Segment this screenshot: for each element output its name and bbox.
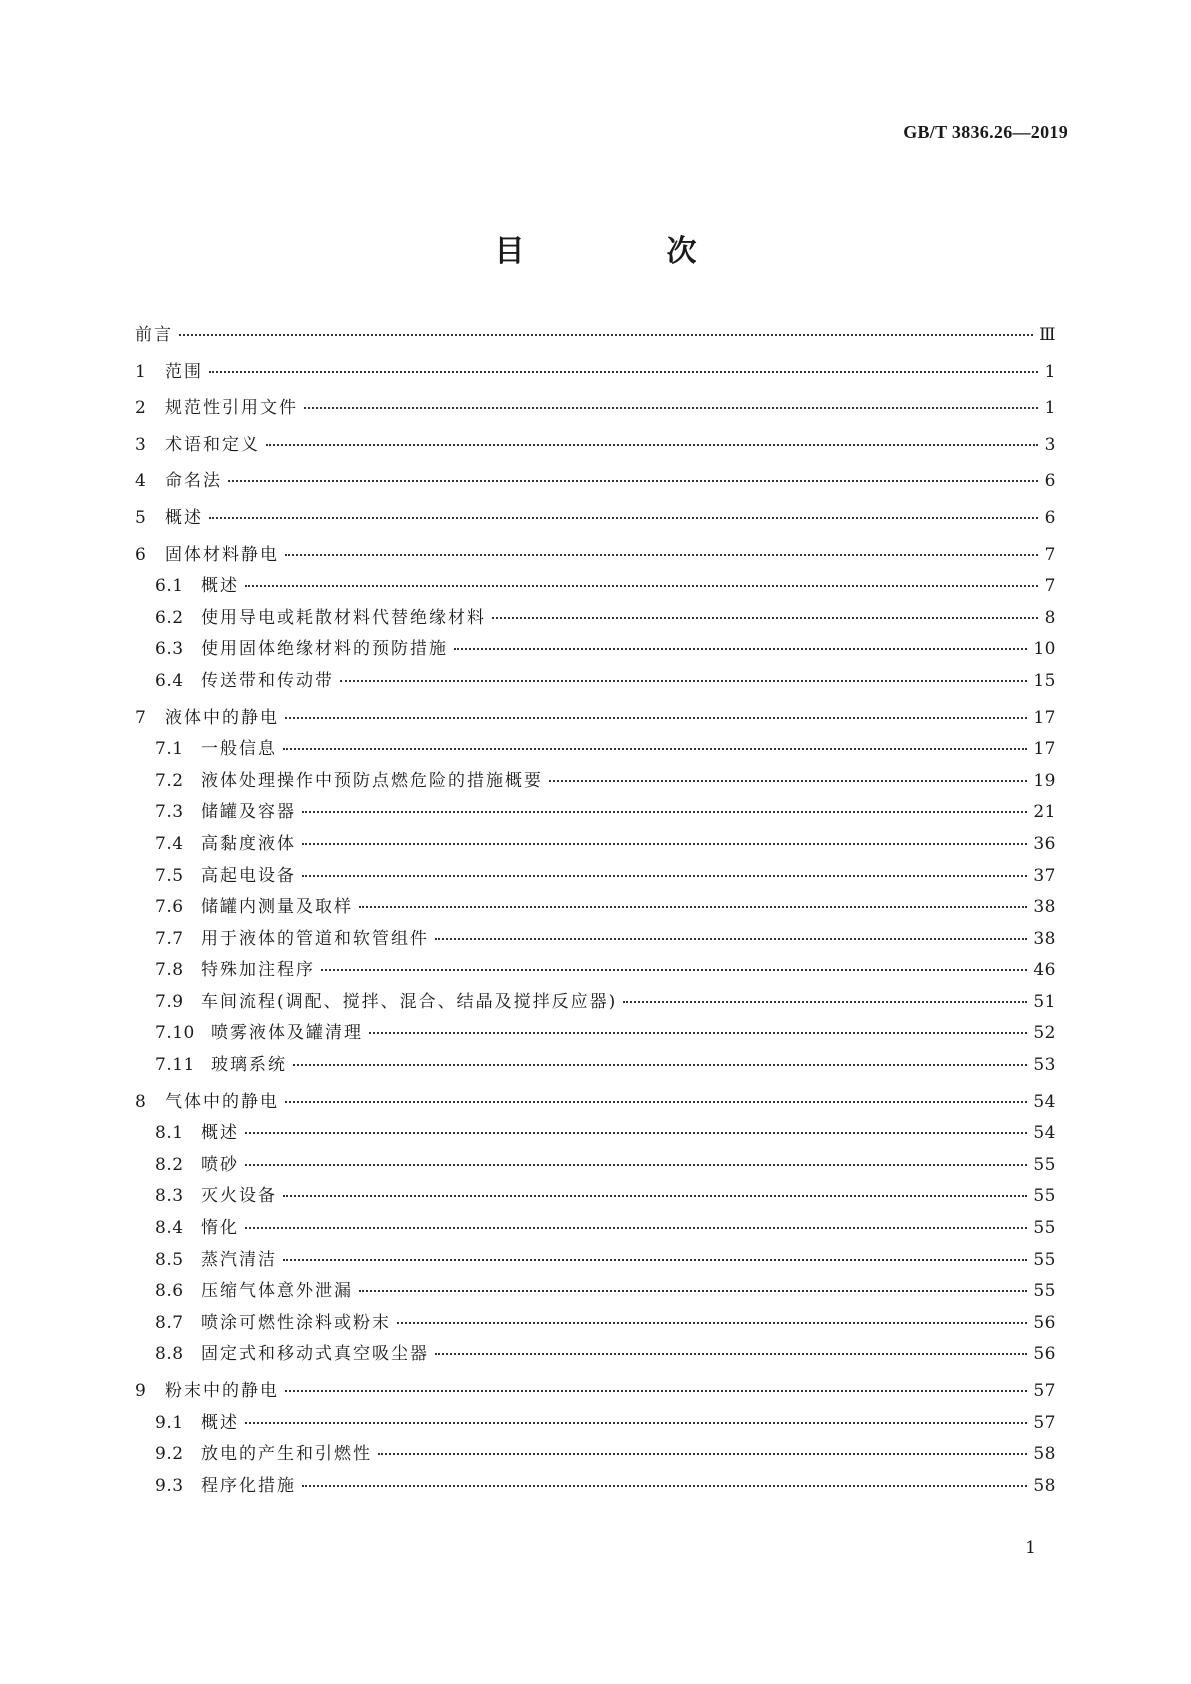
toc-leader-dots	[293, 1064, 1027, 1066]
toc-entry-number: 6.4	[155, 670, 184, 691]
toc-entry-page: 55	[1033, 1154, 1056, 1175]
toc-entry-label: 喷雾液体及罐清理	[211, 1023, 363, 1044]
toc-leader-dots	[623, 1001, 1027, 1003]
toc-entry-label: 灭火设备	[201, 1186, 277, 1207]
toc-entry[interactable]	[135, 398, 1056, 418]
toc-entry-label: 粉末中的静电	[165, 1381, 279, 1401]
toc-entry-label: 传送带和传动带	[201, 670, 334, 691]
toc-entry-label: 前言	[135, 325, 173, 345]
toc-entry-page: 8	[1044, 607, 1056, 628]
toc-leader-dots	[209, 371, 1038, 373]
toc-leader-dots	[283, 748, 1027, 750]
toc-entry-number: 8.7	[155, 1312, 184, 1333]
toc-leader-dots	[283, 1195, 1027, 1197]
toc-entry[interactable]	[135, 992, 1056, 1012]
toc-leader-dots	[435, 1353, 1027, 1355]
toc-entry-label: 喷涂可燃性涂料或粉末	[201, 1312, 391, 1333]
toc-leader-dots	[549, 780, 1027, 782]
toc-entry-page: 15	[1033, 670, 1056, 691]
toc-leader-dots	[454, 648, 1027, 650]
toc-entry-number: 9	[135, 1381, 147, 1401]
toc-entry-page: 21	[1033, 802, 1056, 823]
toc-entry-label: 喷砂	[201, 1154, 239, 1175]
toc-entry-label: 液体中的静电	[165, 707, 279, 728]
toc-entry-number: 1	[135, 361, 147, 382]
toc-entry-page: 37	[1033, 865, 1056, 886]
toc-entry[interactable]	[135, 545, 1056, 565]
toc-leader-dots	[179, 334, 1033, 336]
toc-entry-number: 8.6	[155, 1281, 184, 1302]
toc-entry[interactable]	[135, 325, 1056, 345]
toc-entry-page: 10	[1033, 639, 1056, 660]
toc-entry-page: 56	[1033, 1312, 1056, 1333]
toc-entry-label: 高起电设备	[201, 865, 296, 886]
toc-entry-page: 7	[1044, 576, 1056, 597]
toc-entry-number: 7.2	[155, 770, 184, 791]
toc-entry-label: 气体中的静电	[165, 1091, 279, 1112]
toc-entry-number: 7.9	[155, 991, 184, 1012]
toc-entry-label: 一般信息	[201, 739, 277, 760]
toc-entry[interactable]	[135, 1186, 1056, 1206]
toc-entry-number: 8.2	[155, 1154, 184, 1175]
toc-entry-label: 压缩气体意外泄漏	[201, 1281, 353, 1302]
toc-entry-label: 储罐内测量及取样	[201, 897, 353, 918]
toc-entry-label: 特殊加注程序	[201, 960, 315, 981]
toc-leader-dots	[378, 1453, 1027, 1455]
toc-entry-number: 8	[135, 1091, 147, 1112]
toc-entry[interactable]	[135, 771, 1056, 791]
toc-entry[interactable]	[135, 1344, 1056, 1364]
toc-entry-page: 57	[1033, 1381, 1056, 1401]
toc-entry-number: 9.3	[155, 1475, 184, 1496]
toc-entry-number: 3	[135, 434, 147, 455]
toc-leader-dots	[285, 1101, 1027, 1103]
toc-entry-number: 8.1	[155, 1123, 184, 1144]
toc-entry-page: 55	[1033, 1281, 1056, 1302]
toc-entry-number: 7.6	[155, 897, 184, 918]
toc-entry-number: 7.11	[155, 1055, 195, 1076]
toc-entry-number: 5	[135, 507, 147, 528]
toc-entry-label: 用于液体的管道和软管组件	[201, 928, 429, 949]
toc-leader-dots	[397, 1322, 1027, 1324]
toc-entry-label: 命名法	[165, 471, 222, 492]
toc-entry-page: 17	[1033, 739, 1056, 760]
toc-entry-page: 51	[1033, 991, 1056, 1012]
toc-entry[interactable]	[135, 671, 1056, 691]
toc-entry-label: 程序化措施	[201, 1475, 296, 1496]
toc-entry-number: 6.3	[155, 639, 184, 660]
toc-entry[interactable]	[135, 1476, 1056, 1496]
toc-entry-page: 7	[1044, 544, 1056, 565]
toc-entry[interactable]	[135, 960, 1056, 980]
toc-leader-dots	[245, 1132, 1027, 1134]
toc-entry-page: 19	[1033, 770, 1056, 791]
toc-leader-dots	[245, 585, 1038, 587]
toc-entry[interactable]	[135, 1381, 1056, 1401]
toc-leader-dots	[492, 617, 1038, 619]
toc-entry-number: 7.3	[155, 802, 184, 823]
toc-entry-page: 38	[1033, 928, 1056, 949]
toc-entry-number: 6.1	[155, 576, 184, 597]
toc-leader-dots	[245, 1422, 1027, 1424]
toc-entry[interactable]	[135, 1218, 1056, 1238]
toc-entry-label: 术语和定义	[165, 434, 260, 455]
toc-entry-label: 固体材料静电	[165, 544, 279, 565]
toc-leader-dots	[340, 680, 1027, 682]
toc-entry-label: 概述	[201, 1412, 239, 1433]
toc-entry-label: 概述	[201, 576, 239, 597]
toc-entry-page: 57	[1033, 1412, 1056, 1433]
toc-entry-label: 高黏度液体	[201, 833, 296, 854]
toc-leader-dots	[321, 969, 1027, 971]
toc-entry-page: 58	[1033, 1475, 1056, 1496]
toc-entry-page: 1	[1044, 398, 1056, 419]
standard-code: GB/T 3836.26—2019	[903, 122, 1068, 142]
toc-entry-label: 规范性引用文件	[165, 398, 298, 419]
toc-leader-dots	[283, 1259, 1027, 1261]
toc-entry-number: 8.3	[155, 1186, 184, 1207]
toc-entry[interactable]	[135, 435, 1056, 455]
toc-leader-dots	[302, 811, 1027, 813]
toc-entry[interactable]	[135, 929, 1056, 949]
toc-entry[interactable]	[135, 362, 1056, 382]
toc-entry[interactable]	[135, 1123, 1056, 1143]
toc-leader-dots	[369, 1032, 1027, 1034]
toc-leader-dots	[285, 554, 1038, 556]
toc-leader-dots	[266, 444, 1038, 446]
toc-entry-number: 7	[135, 707, 147, 728]
toc-entry[interactable]	[135, 1444, 1056, 1464]
toc-entry-page: 55	[1033, 1218, 1056, 1239]
toc-entry-page: 54	[1033, 1091, 1056, 1112]
toc-entry-label: 固定式和移动式真空吸尘器	[201, 1344, 429, 1365]
toc-entry[interactable]	[135, 1413, 1056, 1433]
toc-entry[interactable]	[135, 802, 1056, 822]
toc-entry[interactable]	[135, 1281, 1056, 1301]
toc-entry-label: 使用固体绝缘材料的预防措施	[201, 639, 448, 660]
toc-entry-page: 53	[1033, 1055, 1056, 1076]
toc-leader-dots	[359, 906, 1027, 908]
toc-leader-dots	[359, 1290, 1027, 1292]
toc-entry-page: 3	[1044, 434, 1056, 455]
toc-entry-page: 36	[1033, 833, 1056, 854]
toc-leader-dots	[435, 938, 1027, 940]
toc-entry[interactable]	[135, 739, 1056, 759]
toc-entry-number: 8.8	[155, 1344, 184, 1365]
toc-leader-dots	[209, 517, 1038, 519]
toc-entry[interactable]	[135, 471, 1056, 491]
toc-entry-number: 7.7	[155, 928, 184, 949]
toc-entry-number: 4	[135, 471, 147, 492]
toc-entry-page: 6	[1044, 471, 1056, 492]
toc-entry-page: 6	[1044, 507, 1056, 528]
toc-entry-label: 概述	[165, 507, 203, 528]
toc-entry-number: 6.2	[155, 607, 184, 628]
page-title: 目 次	[494, 234, 753, 269]
toc-entry-label: 使用导电或耗散材料代替绝缘材料	[201, 607, 486, 628]
toc-entry[interactable]	[135, 1155, 1056, 1175]
toc-entry-page: 17	[1033, 707, 1056, 728]
page-number: 1	[1025, 1538, 1036, 1558]
toc-entry-number: 7.1	[155, 739, 184, 760]
toc-entry-label: 惰化	[201, 1218, 239, 1239]
toc-entry-label: 蒸汽清洁	[201, 1249, 277, 1270]
toc-entry-page: Ⅲ	[1039, 325, 1056, 345]
toc-entry-page: 56	[1033, 1344, 1056, 1365]
toc-leader-dots	[302, 875, 1027, 877]
toc-entry-page: 46	[1033, 960, 1056, 981]
table-of-contents	[135, 325, 1056, 1496]
toc-leader-dots	[304, 407, 1038, 409]
toc-leader-dots	[302, 1485, 1027, 1487]
toc-entry-page: 1	[1044, 361, 1056, 382]
toc-entry[interactable]	[135, 508, 1056, 528]
toc-entry-page: 58	[1033, 1444, 1056, 1465]
toc-entry-number: 7.8	[155, 960, 184, 981]
toc-entry-page: 52	[1033, 1023, 1056, 1044]
toc-entry[interactable]	[135, 639, 1056, 659]
toc-entry-number: 7.10	[155, 1023, 195, 1044]
toc-leader-dots	[302, 843, 1027, 845]
toc-entry[interactable]	[135, 1092, 1056, 1112]
toc-entry[interactable]	[135, 608, 1056, 628]
toc-entry-label: 概述	[201, 1123, 239, 1144]
toc-leader-dots	[285, 717, 1027, 719]
toc-entry[interactable]	[135, 1055, 1056, 1075]
toc-entry-number: 6	[135, 544, 147, 565]
toc-entry[interactable]	[135, 866, 1056, 886]
toc-entry-page: 55	[1033, 1249, 1056, 1270]
toc-entry[interactable]	[135, 834, 1056, 854]
toc-leader-dots	[245, 1227, 1027, 1229]
toc-entry[interactable]	[135, 576, 1056, 596]
toc-entry-number: 7.5	[155, 865, 184, 886]
toc-entry[interactable]	[135, 1023, 1056, 1043]
toc-entry[interactable]	[135, 708, 1056, 728]
toc-entry-label: 储罐及容器	[201, 802, 296, 823]
toc-entry[interactable]	[135, 1250, 1056, 1270]
toc-leader-dots	[228, 480, 1038, 482]
toc-entry-number: 9.1	[155, 1412, 184, 1433]
toc-entry-number: 2	[135, 398, 147, 419]
toc-entry-page: 54	[1033, 1123, 1056, 1144]
toc-entry-page: 38	[1033, 897, 1056, 918]
toc-entry-label: 范围	[165, 361, 203, 382]
toc-entry-label: 液体处理操作中预防点燃危险的措施概要	[201, 770, 543, 791]
toc-entry-label: 玻璃系统	[211, 1055, 287, 1076]
toc-entry[interactable]	[135, 897, 1056, 917]
toc-entry-number: 8.5	[155, 1249, 184, 1270]
toc-entry-page: 55	[1033, 1186, 1056, 1207]
toc-entry[interactable]	[135, 1313, 1056, 1333]
toc-entry-number: 9.2	[155, 1444, 184, 1465]
toc-leader-dots	[245, 1164, 1027, 1166]
toc-leader-dots	[285, 1390, 1027, 1392]
toc-entry-label: 放电的产生和引燃性	[201, 1444, 372, 1465]
toc-entry-label: 车间流程(调配、搅拌、混合、结晶及搅拌反应器)	[201, 991, 618, 1012]
toc-entry-number: 8.4	[155, 1218, 184, 1239]
toc-entry-number: 7.4	[155, 833, 184, 854]
